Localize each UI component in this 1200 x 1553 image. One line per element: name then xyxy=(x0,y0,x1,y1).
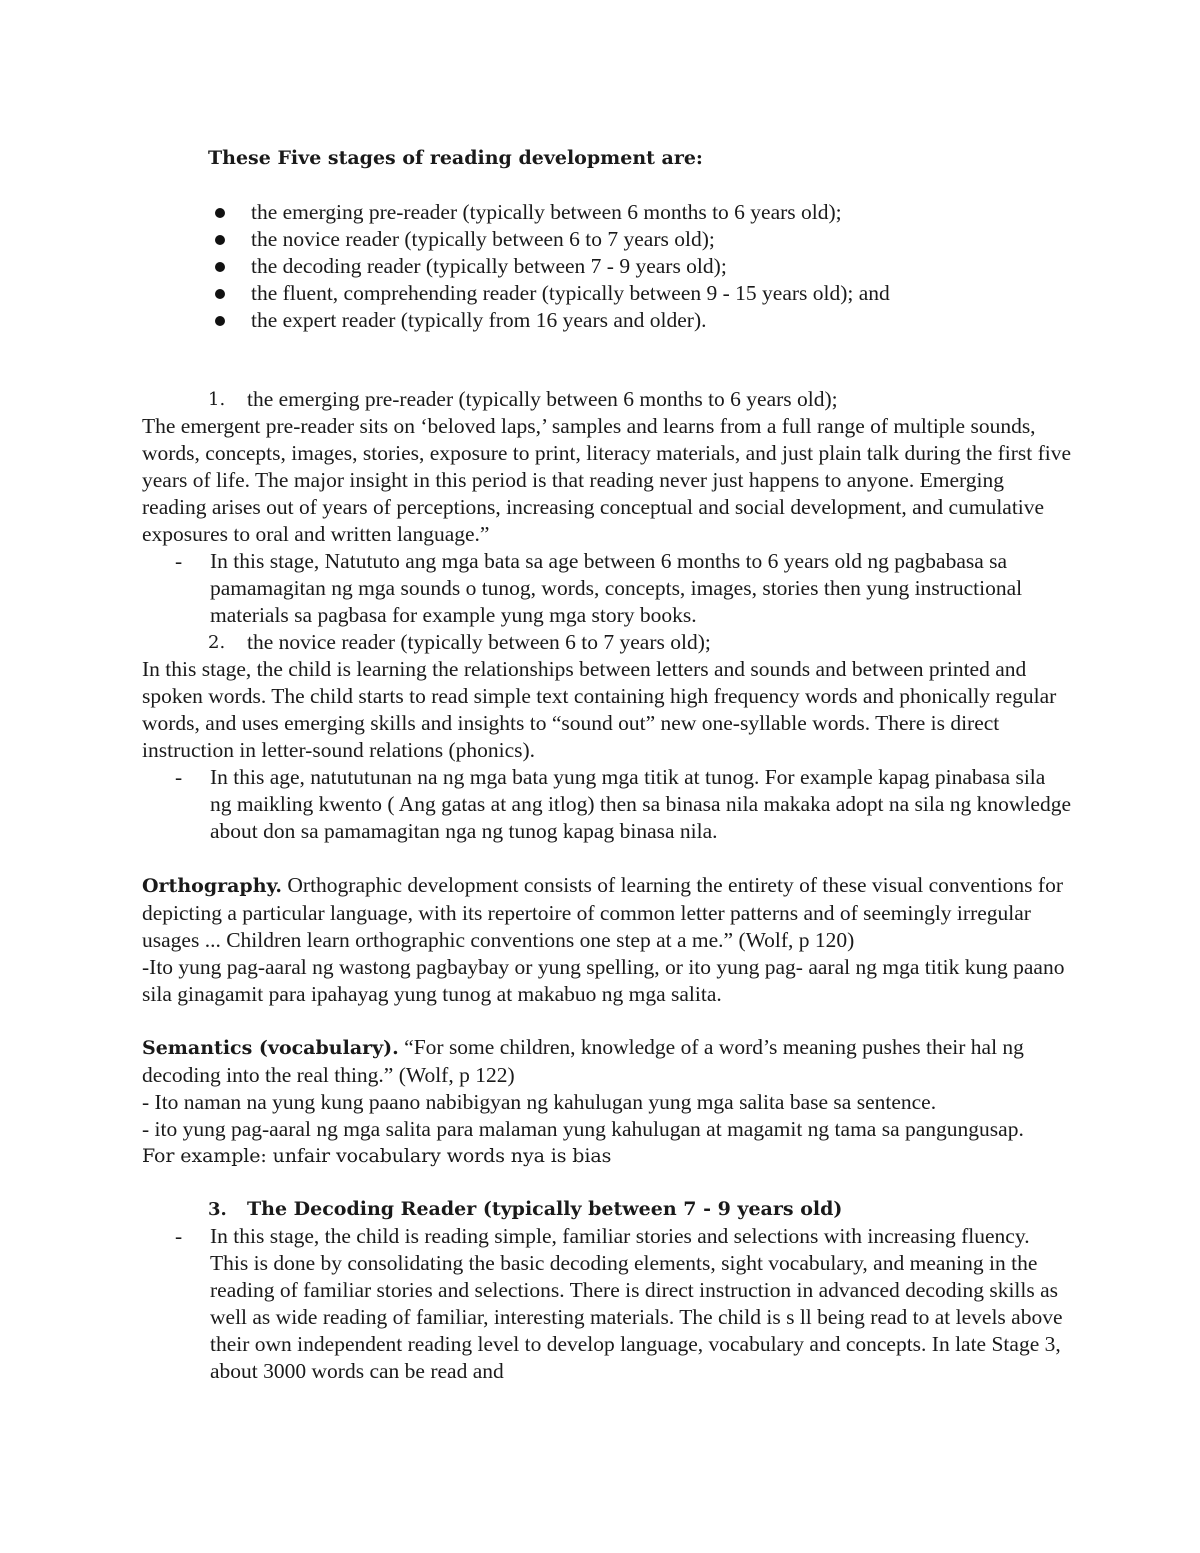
semantics-note-1: - Ito naman na yung kung paano nabibigyan ng kahulugan yung mga salita base sa sentence. xyxy=(142,1090,937,1114)
orthography-section xyxy=(142,872,1072,1008)
orthography-term: Orthography. xyxy=(142,875,283,897)
semantics-paragraph: Semantics (vocabulary). “For some children, knowledge of a word’s meaning pushes their hal ng decoding into the real thing.” (Wolf, p 122) xyxy=(142,1035,1024,1087)
bullet-icon xyxy=(215,262,225,272)
orthography-paragraph: Orthography. Orthographic development consists of learning the entirety of these visual conventions for depicting a particular language, with its repertoire of common letter patterns and of seemingly irregular usages ... Children learn orthographic conventions one step at a me.” (Wolf, p 120) xyxy=(142,873,1063,952)
stage-3-note: - In this stage, the child is reading simple, familiar stories and selections with increasing fluency. This is done by consolidating the basic decoding elements, sight vocabulary, and meaning in the reading of familiar stories and selections. There is direct instruction in advanced decoding skills as well as wide reading of familiar, interesting materials. The child is s ll being read to at levels above their own independent reading level to develop language, vocabulary and concepts. In late Stage 3, about 3000 words can be read and xyxy=(175,1224,1063,1383)
stage-1-section xyxy=(142,386,1072,629)
stages-bullet-list xyxy=(208,199,890,334)
orthography-note: -Ito yung pag-aaral ng wastong pagbaybay or yung spelling, or ito yung pag- aaral ng mga titik kung paano sila ginagamit para ipahayag yung tunog at makabuo ng mga salita. xyxy=(142,955,1065,1006)
page-title: These Five stages of reading development are: xyxy=(208,147,703,169)
list-item: the decoding reader (typically between 7 - 9 years old); xyxy=(208,253,890,280)
stage-2-note: - In this age, natututunan na ng mga bata yung mga titik at tunog. For example kapag pinabasa sila ng maikling kwento ( Ang gatas at ang itlog) then sa binasa nila makaka adopt na sila ng knowledge about don sa pamamagitan nga ng tunog kapag binasa nila. xyxy=(175,765,1071,843)
semantics-note-2: - ito yung pag-aaral ng mga salita para malaman yung kahulugan at magamit ng tama sa pangungusap. xyxy=(142,1117,1024,1141)
stage-3-heading: 3. The Decoding Reader (typically between 7 - 9 years old) xyxy=(208,1198,843,1220)
stage-2-body: In this stage, the child is learning the relationships between letters and sounds and between printed and spoken words. The child starts to read simple text containing high frequency words and phonically regular words, and uses emerging skills and insights to “sound out” new one-syllable words. There is direct instruction in letter-sound relations (phonics). xyxy=(142,657,1057,762)
list-item: the expert reader (typically from 16 years and older). xyxy=(208,307,890,334)
list-item: the novice reader (typically between 6 to 7 years old); xyxy=(208,226,890,253)
semantics-term: Semantics (vocabulary). xyxy=(142,1037,399,1059)
stage-1-note: - In this stage, Natututo ang mga bata sa age between 6 months to 6 years old ng pagbabasa sa pamamagitan ng mga sounds o tunog, words, concepts, images, stories then yung instructional materials sa pagbasa for example yung mga story books. xyxy=(175,549,1023,627)
semantics-example: For example: unfair vocabulary words nya is bias xyxy=(142,1145,612,1167)
bullet-icon xyxy=(215,208,225,218)
stage-2-heading: 2. the novice reader (typically between 6 to 7 years old); xyxy=(208,630,711,654)
list-item: the emerging pre-reader (typically between 6 months to 6 years old); xyxy=(208,199,890,226)
semantics-section xyxy=(142,1034,1072,1170)
list-item: the fluent, comprehending reader (typically between 9 - 15 years old); and xyxy=(208,280,890,307)
stage-3-section xyxy=(142,1196,1072,1385)
stage-2-section xyxy=(142,629,1072,845)
stage-1-body: The emergent pre-reader sits on ‘beloved laps,’ samples and learns from a full range of multiple sounds, words, concepts, images, stories, exposure to print, literacy materials, and just plain talk during the first five years of life. The major insight in this period is that reading never just happens to anyone. Emerging reading arises out of years of perceptions, increasing conceptual and social development, and cumulative exposures to oral and written language.” xyxy=(142,414,1072,546)
bullet-icon xyxy=(215,289,225,299)
stage-1-heading: 1. the emerging pre-reader (typically between 6 months to 6 years old); xyxy=(208,387,838,411)
bullet-icon xyxy=(215,316,225,326)
bullet-icon xyxy=(215,235,225,245)
